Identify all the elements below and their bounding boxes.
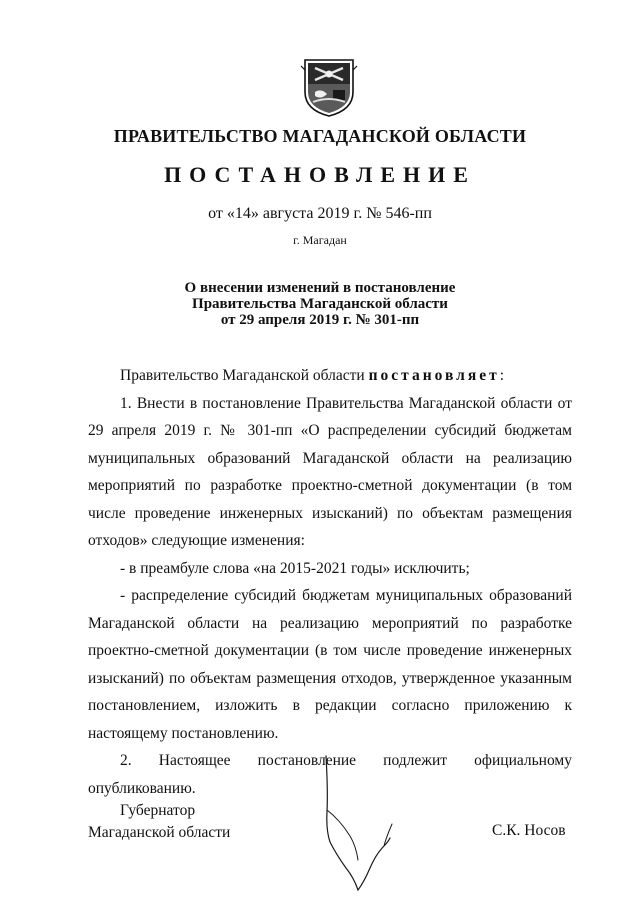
document-body: [88, 362, 572, 802]
document-date-number: от «14» августа 2019 г. № 546-пп: [208, 205, 432, 222]
subject-line-2: Правительства Магаданской области: [192, 296, 448, 312]
intro-end: :: [499, 367, 505, 384]
document-subject: [0, 280, 640, 328]
intro-paragraph: [88, 362, 572, 390]
signatory-position: [88, 800, 230, 844]
handwritten-signature-icon: [300, 750, 420, 900]
intro-text: Правительство Магаданской области: [120, 367, 369, 384]
item-1-b-paragraph: - распределение субсидий бюджетам муниципальных образований Магаданской области на реализацию мероприятий по разработке проектно-сметной документации (в том числе проведение инженерных изысканий) по объектам размещения отходов, утвержденное указанным постановлением, изложить в редакции согласно приложению к настоящему постановлению.: [88, 587, 572, 742]
subject-line-1: О внесении изменений в постановление: [184, 280, 456, 296]
item-1-a-paragraph: - в преамбуле слова «на 2015-2021 годы» исключить;: [120, 559, 470, 577]
item-2-paragraph: 2. Настоящее постановление подлежит официальному опубликованию.: [88, 752, 572, 797]
signatory-name: С.К. Носов: [492, 822, 566, 839]
government-title: ПРАВИТЕЛЬСТВО МАГАДАНСКОЙ ОБЛАСТИ: [113, 126, 527, 146]
coat-of-arms-icon: [299, 56, 359, 118]
document-city: г. Магадан: [293, 233, 347, 247]
intro-action: постановляет: [368, 367, 500, 384]
item-1-paragraph: 1. Внести в постановление Правительства Магаданской области от 29 апреля 2019 г. № 301-пп «О распределении субсидий бюджетам муниципальных образований Магаданской области на реализацию мероприятий по разработке проектно-сметной документации (в том числе проведение инженерных изысканий) по объектам размещения отходов» следующие изменения:: [88, 394, 572, 549]
signatory-position-line-1: Губернатор: [120, 802, 196, 819]
signatory-position-line-2: Магаданской области: [88, 824, 231, 841]
subject-line-3: от 29 апреля 2019 г. № 301-пп: [220, 312, 420, 328]
document-type: ПОСТАНОВЛЕНИЕ: [164, 162, 476, 187]
